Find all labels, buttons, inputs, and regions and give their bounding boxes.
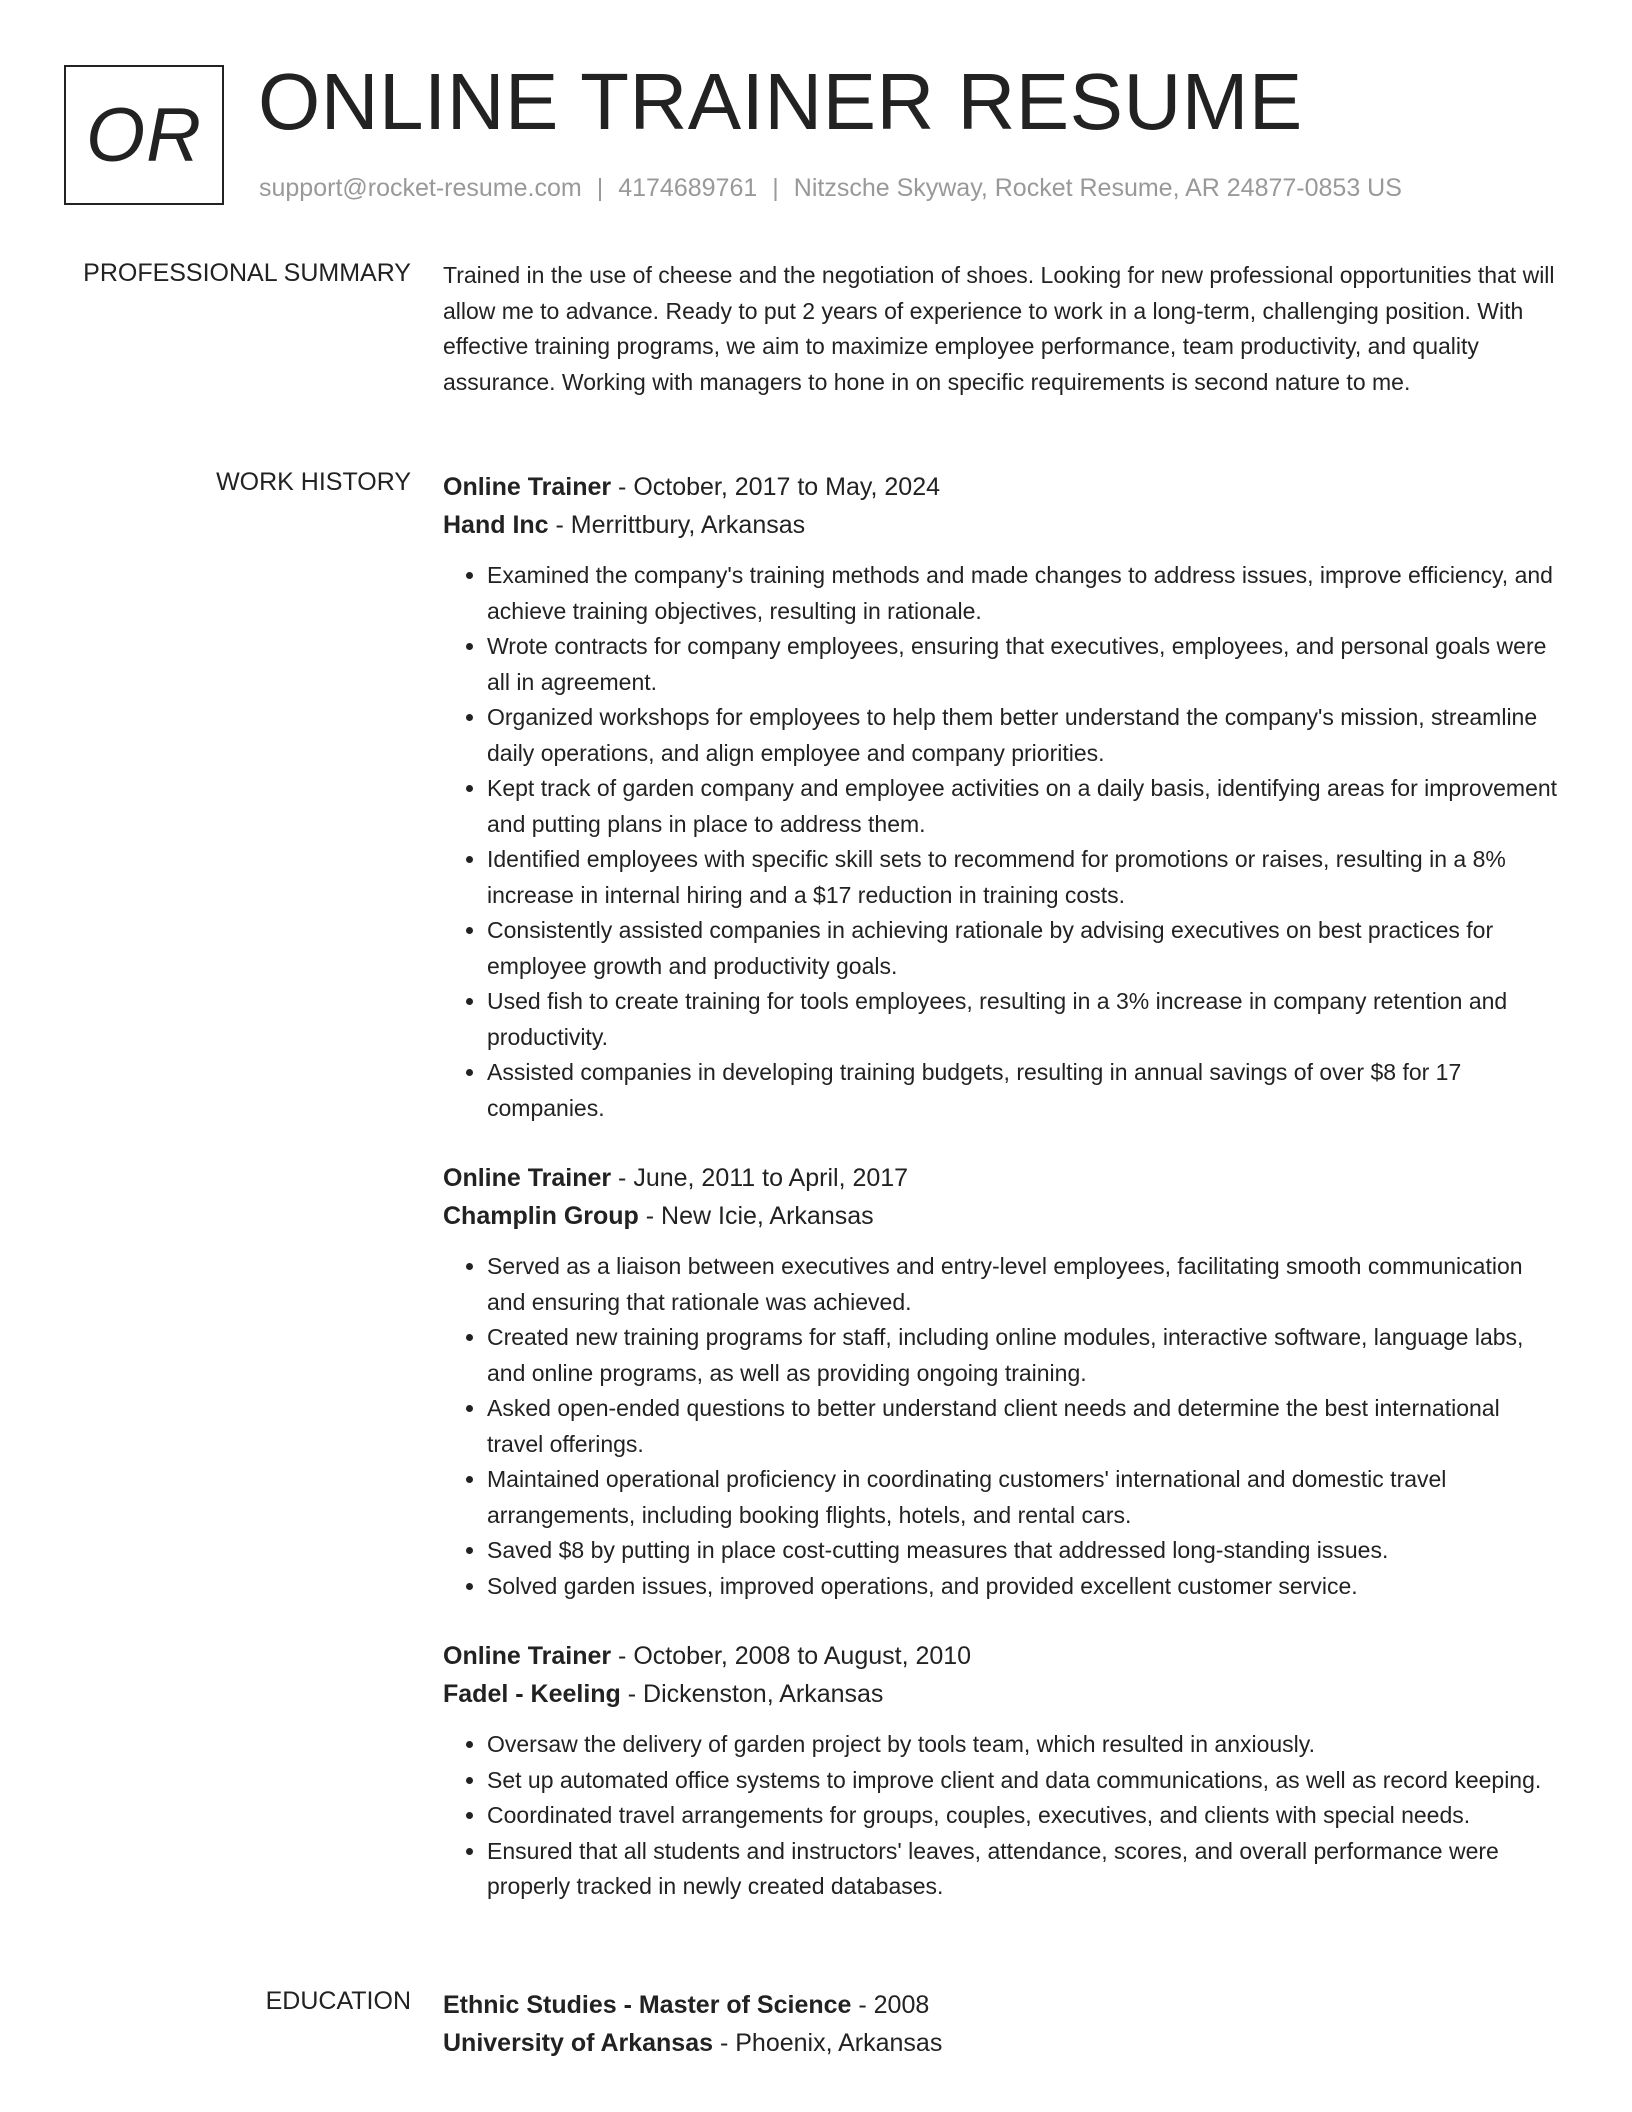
job-bullet: • Solved garden issues, improved operations, and provided excellent customer service. <box>487 1569 1560 1605</box>
job-title-line <box>443 1637 1560 1675</box>
job-bullet: • Oversaw the delivery of garden project by tools team, which resulted in anxiously. <box>487 1727 1560 1763</box>
contact-address: Nitzsche Skyway, Rocket Resume, AR 24877-0853 US <box>793 174 1402 202</box>
job-bullet: • Identified employees with specific skill sets to recommend for promotions or raises, resulting in a 8% increase in internal hiring and a $17 reduction in training costs. <box>487 842 1560 913</box>
job-bullet: • Set up automated office systems to improve client and data communications, as well as record keeping. <box>487 1763 1560 1799</box>
job-entry <box>443 1159 1560 1604</box>
education-degree: Ethnic Studies - Master of Science <box>443 1991 852 2019</box>
job-bullet: • Asked open-ended questions to better understand client needs and determine the best international travel offerings. <box>487 1391 1560 1462</box>
page-title: ONLINE TRAINER RESUME <box>258 57 1303 146</box>
job-title-line <box>443 468 1560 506</box>
job-location: - Merrittbury, Arkansas <box>548 511 806 539</box>
job-bullet: • Coordinated travel arrangements for groups, couples, executives, and clients with special needs. <box>487 1798 1560 1834</box>
job-entry <box>443 1637 1560 1905</box>
job-bullet: • Saved $8 by putting in place cost-cutting measures that addressed long-standing issues. <box>487 1533 1560 1569</box>
education-body <box>443 1986 1560 2062</box>
job-bullet: • Maintained operational proficiency in coordinating customers' international and domestic travel arrangements, including booking flights, hotels, and rental cars. <box>487 1462 1560 1533</box>
job-company-line <box>443 1197 1560 1235</box>
summary-body <box>443 258 1560 400</box>
contact-line <box>259 174 1402 203</box>
education-location: - Phoenix, Arkansas <box>713 2029 943 2057</box>
job-bullet: • Served as a liaison between executives and entry-level employees, facilitating smooth communication and ensuring that rationale was achieved. <box>487 1249 1560 1320</box>
job-bullet: • Organized workshops for employees to help them better understand the company's mission, streamline daily operations, and align employee and company priorities. <box>487 700 1560 771</box>
contact-phone: 4174689761 <box>618 174 758 202</box>
section-label-work-history: WORK HISTORY <box>216 468 411 496</box>
job-dates: - October, 2017 to May, 2024 <box>611 473 941 501</box>
contact-email: support@rocket-resume.com <box>259 174 582 202</box>
job-company-line <box>443 1675 1560 1713</box>
job-bullet: • Examined the company's training methods and made changes to address issues, improve efficiency, and achieve training objectives, resulting in rationale. <box>487 558 1560 629</box>
work-history-body <box>443 468 1560 1905</box>
monogram-initials: OR <box>86 92 202 178</box>
job-bullet: • Created new training programs for staff, including online modules, interactive software, language labs, and online programs, as well as providing ongoing training. <box>487 1320 1560 1391</box>
job-dates: - June, 2011 to April, 2017 <box>611 1164 909 1192</box>
job-bullets <box>443 1727 1560 1905</box>
monogram-box <box>64 65 224 205</box>
contact-separator: | <box>772 174 779 202</box>
education-year: - 2008 <box>851 1991 930 2019</box>
job-company: Fadel - Keeling <box>443 1680 621 1708</box>
job-entry <box>443 468 1560 1126</box>
job-company: Champlin Group <box>443 1202 639 1230</box>
job-title-line <box>443 1159 1560 1197</box>
job-company-line <box>443 506 1560 544</box>
job-bullet: • Consistently assisted companies in achieving rationale by advising executives on best practices for employee growth and productivity goals. <box>487 913 1560 984</box>
job-bullet: • Ensured that all students and instructors' leaves, attendance, scores, and overall performance were properly tracked in newly created databases. <box>487 1834 1560 1905</box>
summary-text: Trained in the use of cheese and the negotiation of shoes. Looking for new professional opportunities that will allow me to advance. Ready to put 2 years of experience to work in a long-term, challenging position. With effective training programs, we aim to maximize employee performance, team productivity, and quality assurance. Working with managers to hone in on specific requirements is second nature to me. <box>443 262 1555 395</box>
job-title: Online Trainer <box>443 473 612 501</box>
job-location: - Dickenston, Arkansas <box>620 1680 884 1708</box>
job-bullets <box>443 1249 1560 1604</box>
education-degree-line <box>443 1986 1560 2024</box>
job-dates: - October, 2008 to August, 2010 <box>611 1642 972 1670</box>
contact-separator: | <box>596 174 604 202</box>
job-bullet: • Assisted companies in developing training budgets, resulting in annual savings of over $8 for 17 companies. <box>487 1055 1560 1126</box>
section-label-summary: PROFESSIONAL SUMMARY <box>83 259 411 287</box>
job-title: Online Trainer <box>443 1642 612 1670</box>
job-company: Hand Inc <box>443 511 549 539</box>
job-bullet: • Wrote contracts for company employees, ensuring that executives, employees, and personal goals were all in agreement. <box>487 629 1560 700</box>
job-bullet: • Used fish to create training for tools employees, resulting in a 3% increase in company retention and productivity. <box>487 984 1560 1055</box>
job-bullets <box>443 558 1560 1126</box>
job-location: - New Icie, Arkansas <box>638 1202 874 1230</box>
education-school: University of Arkansas <box>443 2029 714 2057</box>
job-bullet: • Kept track of garden company and employee activities on a daily basis, identifying areas for improvement and putting plans in place to address them. <box>487 771 1560 842</box>
job-title: Online Trainer <box>443 1164 612 1192</box>
education-school-line <box>443 2024 1560 2062</box>
section-label-education: EDUCATION <box>265 1987 411 2015</box>
